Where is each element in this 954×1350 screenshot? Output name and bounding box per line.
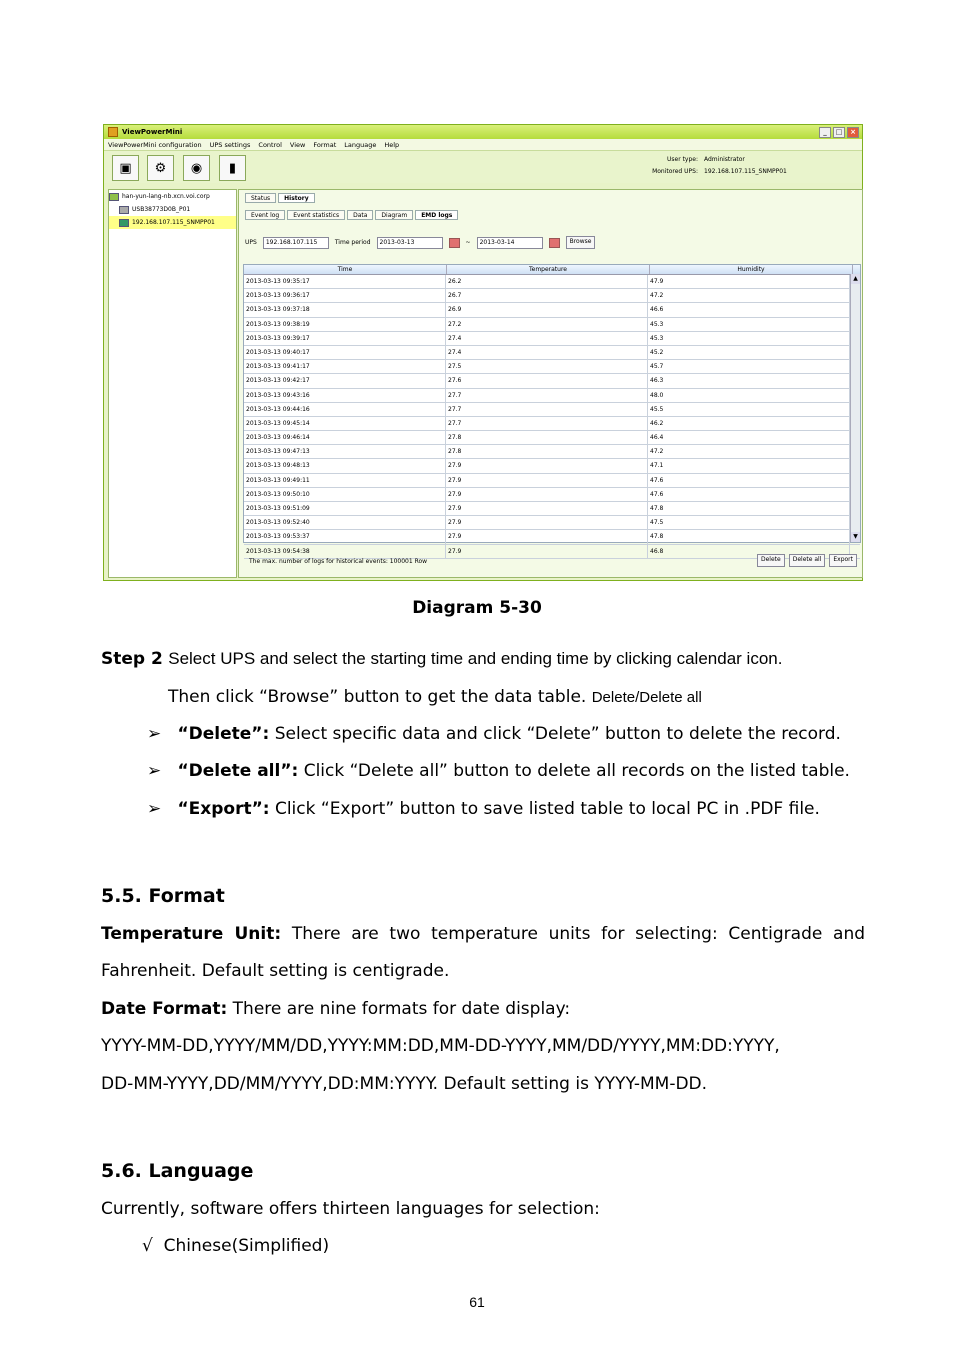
menu-item-language[interactable]: Language <box>344 140 377 149</box>
usb-icon <box>119 206 129 214</box>
tree-node-snmp[interactable] <box>109 216 236 229</box>
cell-time: 2013-03-13 09:47:13 <box>244 445 446 458</box>
column-header-temperature[interactable]: Temperature <box>447 265 650 274</box>
cell-time: 2013-03-13 09:41:17 <box>244 360 446 373</box>
language-text: Currently, software offers thirteen languages for selection: <box>101 1199 600 1219</box>
tab-diagram[interactable]: Diagram <box>375 210 413 220</box>
time-period-label: Time period <box>334 239 371 246</box>
main-panel <box>238 189 863 578</box>
cell-time: 2013-03-13 09:39:17 <box>244 332 446 345</box>
table-row[interactable] <box>244 374 860 388</box>
tab-event-log[interactable]: Event log <box>245 210 285 220</box>
maximize-icon[interactable]: □ <box>833 127 845 138</box>
monitored-ups-value: 192.168.107.115_SNMPP01 <box>704 168 787 175</box>
cell-temperature: 27.6 <box>446 374 648 387</box>
cell-humidity: 47.1 <box>648 459 850 472</box>
cell-humidity: 46.8 <box>648 545 850 558</box>
export-button[interactable]: Export <box>829 554 857 567</box>
delete-all-button[interactable]: Delete all <box>789 554 826 567</box>
section-heading-format: 5.5. Format <box>101 885 225 907</box>
cell-time: 2013-03-13 09:52:40 <box>244 516 446 529</box>
table-row[interactable] <box>244 360 860 374</box>
bullet-delete <box>147 724 841 744</box>
menu-item-ups-settings[interactable]: UPS settings <box>209 140 251 149</box>
cell-humidity: 45.3 <box>648 318 850 331</box>
language-item-label: Chinese(Simplified) <box>163 1236 330 1256</box>
main-tabs <box>245 193 315 203</box>
cell-temperature: 26.2 <box>446 275 648 288</box>
column-header-time[interactable]: Time <box>244 265 447 274</box>
bullet-text: Select specific data and click “Delete” button to delete the record. <box>274 724 841 744</box>
end-date-input[interactable]: 2013-03-14 <box>477 237 543 249</box>
tree-node-label: han-yun-lang-nb.xcn.voi.corp <box>122 193 210 200</box>
cell-temperature: 27.2 <box>446 318 648 331</box>
scroll-up-icon[interactable]: ▲ <box>851 274 860 284</box>
tree-node-host[interactable] <box>109 190 236 203</box>
date-formats-line-1: YYYY-MM-DD,YYYY/MM/DD,YYYY:MM:DD,MM-DD-YYYY,MM/DD/YYYY,MM:DD:YYYY, <box>101 1036 780 1056</box>
check-icon: √ <box>142 1236 153 1256</box>
config-icon[interactable]: ⚙ <box>147 155 174 181</box>
step-text-2: Then click “Browse” button to get the data table. <box>168 687 587 707</box>
cell-humidity: 47.5 <box>648 516 850 529</box>
tab-history[interactable]: History <box>278 193 315 203</box>
monitored-ups-label: Monitored UPS: <box>652 168 698 175</box>
table-header <box>244 265 860 275</box>
device-tree <box>108 189 237 578</box>
cell-temperature: 27.9 <box>446 502 648 515</box>
arrow-bullet-icon: ➢ <box>147 799 162 819</box>
cell-temperature: 27.9 <box>446 530 648 543</box>
step-label: Step 2 <box>101 649 163 669</box>
cell-humidity: 45.3 <box>648 332 850 345</box>
cell-time: 2013-03-13 09:50:10 <box>244 488 446 501</box>
tree-node-usb[interactable] <box>109 203 236 216</box>
start-calendar-icon[interactable] <box>449 238 460 248</box>
cell-temperature: 27.9 <box>446 459 648 472</box>
cell-humidity: 45.5 <box>648 403 850 416</box>
table-row[interactable] <box>244 389 860 403</box>
sub-tabs <box>245 210 458 220</box>
step-text-2-small: Delete/Delete all <box>591 689 702 706</box>
cell-time: 2013-03-13 09:35:17 <box>244 275 446 288</box>
table-row[interactable] <box>244 303 860 317</box>
cell-temperature: 27.4 <box>446 332 648 345</box>
app-icon <box>108 127 118 137</box>
data-table <box>243 264 861 555</box>
cell-humidity: 47.9 <box>648 275 850 288</box>
menu-item-format[interactable]: Format <box>313 140 337 149</box>
cell-humidity: 46.4 <box>648 431 850 444</box>
cell-time: 2013-03-13 09:38:19 <box>244 318 446 331</box>
menu-item-configuration[interactable]: ViewPowerMini configuration <box>108 140 202 149</box>
cell-humidity: 45.7 <box>648 360 850 373</box>
start-date-input[interactable]: 2013-03-13 <box>377 237 443 249</box>
table-row[interactable] <box>244 346 860 360</box>
minimize-icon[interactable]: _ <box>819 127 831 138</box>
menu-item-view[interactable]: View <box>289 140 306 149</box>
menu-item-control[interactable]: Control <box>258 140 282 149</box>
arrow-bullet-icon: ➢ <box>147 724 162 744</box>
bullet-delete-all <box>147 761 850 781</box>
table-row[interactable] <box>244 459 860 473</box>
cell-time: 2013-03-13 09:48:13 <box>244 459 446 472</box>
arrow-bullet-icon: ➢ <box>147 761 162 781</box>
monitor-icon[interactable]: ▣ <box>112 155 139 181</box>
vertical-scrollbar[interactable] <box>850 274 860 542</box>
tree-node-label: USB38773D0B_P01 <box>132 206 191 213</box>
cell-humidity: 47.6 <box>648 488 850 501</box>
table-row[interactable] <box>244 417 860 431</box>
table-row[interactable] <box>244 502 860 516</box>
cell-humidity: 47.2 <box>648 445 850 458</box>
step-text: Select UPS and select the starting time and ending time by clicking calendar icon. <box>168 649 783 668</box>
temperature-unit-label: Temperature Unit: <box>101 924 282 944</box>
tab-data[interactable]: Data <box>347 210 373 220</box>
table-row[interactable] <box>244 318 860 332</box>
table-actions <box>757 554 857 567</box>
max-logs-note: The max. number of logs for historical events: 100001 Row <box>249 558 428 565</box>
tree-node-label: 192.168.107.115_SNMPP01 <box>132 219 215 226</box>
user-info <box>652 154 800 178</box>
delete-button[interactable]: Delete <box>757 554 785 567</box>
bullet-text: Click “Export” button to save listed table to local PC in .PDF file. <box>274 799 820 819</box>
date-format-line <box>101 999 570 1019</box>
step-paragraph <box>101 649 782 669</box>
cell-temperature: 26.9 <box>446 303 648 316</box>
tab-status[interactable]: Status <box>245 193 276 203</box>
computer-icon <box>109 193 119 201</box>
cell-temperature: 27.7 <box>446 389 648 402</box>
user-type-label: User type: <box>666 156 698 163</box>
page-number: 61 <box>469 1294 485 1310</box>
cell-time: 2013-03-13 09:46:14 <box>244 431 446 444</box>
table-row[interactable] <box>244 431 860 445</box>
tilde-separator: ~ <box>465 239 471 246</box>
cell-time: 2013-03-13 09:53:37 <box>244 530 446 543</box>
table-row[interactable] <box>244 488 860 502</box>
cell-humidity: 45.2 <box>648 346 850 359</box>
toolbar <box>104 151 862 183</box>
language-item <box>142 1236 329 1256</box>
cell-temperature: 27.7 <box>446 417 648 430</box>
cell-temperature: 27.9 <box>446 488 648 501</box>
cell-temperature: 27.9 <box>446 516 648 529</box>
cell-time: 2013-03-13 09:37:18 <box>244 303 446 316</box>
cell-time: 2013-03-13 09:42:17 <box>244 374 446 387</box>
tab-event-statistics[interactable]: Event statistics <box>287 210 345 220</box>
cell-temperature: 27.9 <box>446 474 648 487</box>
cell-humidity: 46.6 <box>648 303 850 316</box>
menu-item-help[interactable]: Help <box>384 140 400 149</box>
table-row[interactable] <box>244 516 860 530</box>
cell-humidity: 47.6 <box>648 474 850 487</box>
cell-humidity: 46.2 <box>648 417 850 430</box>
cell-temperature: 27.9 <box>446 545 648 558</box>
cell-time: 2013-03-13 09:44:16 <box>244 403 446 416</box>
table-row[interactable] <box>244 403 860 417</box>
table-row[interactable] <box>244 332 860 346</box>
menu-bar <box>104 139 862 151</box>
cell-time: 2013-03-13 09:49:11 <box>244 474 446 487</box>
ups-label: UPS <box>245 239 257 246</box>
figure-caption: Diagram 5-30 <box>412 598 542 618</box>
cell-temperature: 27.5 <box>446 360 648 373</box>
step-paragraph-cont <box>168 687 702 708</box>
bullet-term: “Delete”: <box>177 724 270 744</box>
temperature-unit-line <box>101 924 865 944</box>
cell-humidity: 47.2 <box>648 289 850 302</box>
temperature-unit-text-2: Fahrenheit. Default setting is centigrade. <box>101 961 450 981</box>
section-heading-language: 5.6. Language <box>101 1160 254 1182</box>
application-screenshot <box>103 124 863 581</box>
column-header-humidity[interactable]: Humidity <box>650 265 853 274</box>
cell-temperature: 27.7 <box>446 403 648 416</box>
cd-icon[interactable]: ◉ <box>183 155 210 181</box>
cell-temperature: 27.4 <box>446 346 648 359</box>
scroll-down-icon[interactable]: ▼ <box>851 532 860 542</box>
battery-icon[interactable]: ▮ <box>219 155 246 181</box>
bullet-term: “Delete all”: <box>177 761 299 781</box>
cell-time: 2013-03-13 09:36:17 <box>244 289 446 302</box>
bullet-export <box>147 799 820 819</box>
cell-time: 2013-03-13 09:43:16 <box>244 389 446 402</box>
bullet-text: Click “Delete all” button to delete all records on the listed table. <box>303 761 850 781</box>
title-bar <box>104 125 862 139</box>
cell-time: 2013-03-13 09:51:09 <box>244 502 446 515</box>
bullet-term: “Export”: <box>177 799 270 819</box>
cell-humidity: 48.0 <box>648 389 850 402</box>
tab-emd-logs[interactable]: EMD logs <box>415 210 458 220</box>
cell-temperature: 27.8 <box>446 445 648 458</box>
ups-select[interactable]: 192.168.107.115 <box>263 237 329 249</box>
table-row[interactable] <box>244 445 860 459</box>
cell-humidity: 47.8 <box>648 502 850 515</box>
cell-humidity: 46.3 <box>648 374 850 387</box>
date-format-text: There are nine formats for date display: <box>232 999 571 1019</box>
table-row[interactable] <box>244 289 860 303</box>
filter-bar <box>245 236 595 249</box>
date-formats-line-2: DD-MM-YYYY,DD/MM/YYYY,DD:MM:YYYY. Default setting is YYYY-MM-DD. <box>101 1074 708 1094</box>
browse-button[interactable]: Browse <box>566 236 596 249</box>
snmp-icon <box>119 219 129 227</box>
cell-time: 2013-03-13 09:45:14 <box>244 417 446 430</box>
table-body <box>244 275 860 559</box>
table-row[interactable] <box>244 530 860 544</box>
table-row[interactable] <box>244 275 860 289</box>
cell-time: 2013-03-13 09:54:38 <box>244 545 446 558</box>
end-calendar-icon[interactable] <box>549 238 560 248</box>
user-type-value: Administrator <box>704 156 745 163</box>
cell-time: 2013-03-13 09:40:17 <box>244 346 446 359</box>
date-format-label: Date Format: <box>101 999 228 1019</box>
table-row[interactable] <box>244 474 860 488</box>
temperature-unit-text: There are two temperature units for selecting: Centigrade and <box>291 924 866 944</box>
close-icon[interactable]: × <box>847 127 859 138</box>
cell-temperature: 26.7 <box>446 289 648 302</box>
cell-temperature: 27.8 <box>446 431 648 444</box>
cell-humidity: 47.8 <box>648 530 850 543</box>
window-title: ViewPowerMini <box>122 128 183 136</box>
